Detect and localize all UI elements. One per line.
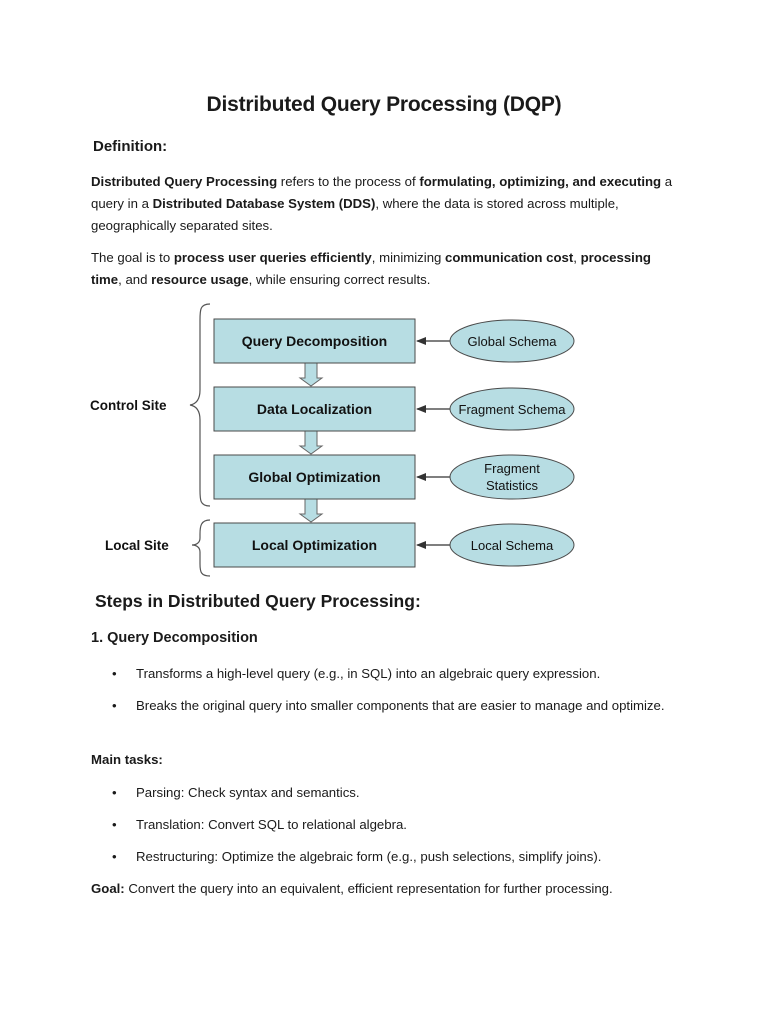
- step1-heading: 1. Query Decomposition: [91, 630, 258, 646]
- goal-text: Convert the query into an equivalent, efficient representation for further processing.: [124, 881, 613, 896]
- para1-text-1: refers to the process of: [277, 174, 420, 189]
- goal-statement: [91, 878, 613, 900]
- step1-bullet-list: [112, 663, 672, 727]
- term-dds: Distributed Database System (DDS): [152, 196, 376, 211]
- term-communication-cost: communication cost: [445, 250, 574, 265]
- list-item: • Transforms a high-level query (e.g., in SQL) into an algebraic query expression.: [112, 663, 672, 685]
- goal-label: Goal:: [91, 881, 125, 896]
- para1-text-3: , where the data is stored across multiple, geographically separated sites.: [91, 196, 619, 233]
- control-site-brace: [190, 304, 210, 506]
- site-label-control: Control Site: [90, 398, 167, 413]
- flow-arrow-2: [300, 431, 322, 454]
- list-item: • Translation: Convert SQL to relational algebra.: [112, 814, 672, 836]
- site-label-local: Local Site: [105, 538, 169, 553]
- para1-text-2: a query in a: [91, 174, 673, 211]
- para2-text-2: , minimizing: [371, 250, 446, 265]
- main-tasks-list: [112, 782, 672, 878]
- definition-heading: Definition:: [93, 138, 168, 155]
- para2-text-3: ,: [573, 250, 581, 265]
- flow-arrow-3: [300, 499, 322, 522]
- list-item: • Breaks the original query into smaller components that are easier to manage and optimize.: [112, 695, 672, 717]
- para2-text-4: , and: [118, 272, 152, 287]
- main-tasks-label: Main tasks:: [91, 752, 163, 767]
- para2-text-5: , while ensuring correct results.: [248, 272, 431, 287]
- box-label-local-optimization: Local Optimization: [251, 537, 378, 553]
- input-label-global-schema: Global Schema: [467, 334, 557, 349]
- input-label-fragment: Fragment: [484, 461, 540, 476]
- input-label-local-schema: Local Schema: [470, 538, 554, 553]
- box-label-query-decomposition: Query Decomposition: [241, 333, 388, 349]
- local-site-brace: [192, 520, 210, 576]
- goal-paragraph: [91, 247, 681, 291]
- page-title: Distributed Query Processing (DQP): [206, 93, 562, 116]
- list-item: • Parsing: Check syntax and semantics.: [112, 782, 672, 804]
- term-dqp: Distributed Query Processing: [91, 174, 278, 189]
- term-formulating: formulating, optimizing, and executing: [419, 174, 662, 189]
- para2-text-1: The goal is to: [91, 250, 174, 265]
- input-label-statistics: Statistics: [485, 478, 539, 493]
- term-processing-time: processing time: [91, 250, 651, 287]
- definition-paragraph: [91, 171, 681, 237]
- term-resource-usage: resource usage: [151, 272, 249, 287]
- term-process-efficiently: process user queries efficiently: [173, 250, 372, 265]
- steps-heading: Steps in Distributed Query Processing:: [95, 591, 421, 611]
- box-label-global-optimization: Global Optimization: [248, 469, 381, 485]
- box-label-data-localization: Data Localization: [256, 401, 373, 417]
- input-label-fragment-schema: Fragment Schema: [458, 402, 566, 417]
- list-item: • Restructuring: Optimize the algebraic form (e.g., push selections, simplify joins).: [112, 846, 672, 868]
- flow-arrow-1: [300, 363, 322, 386]
- dqp-diagram: [88, 300, 588, 580]
